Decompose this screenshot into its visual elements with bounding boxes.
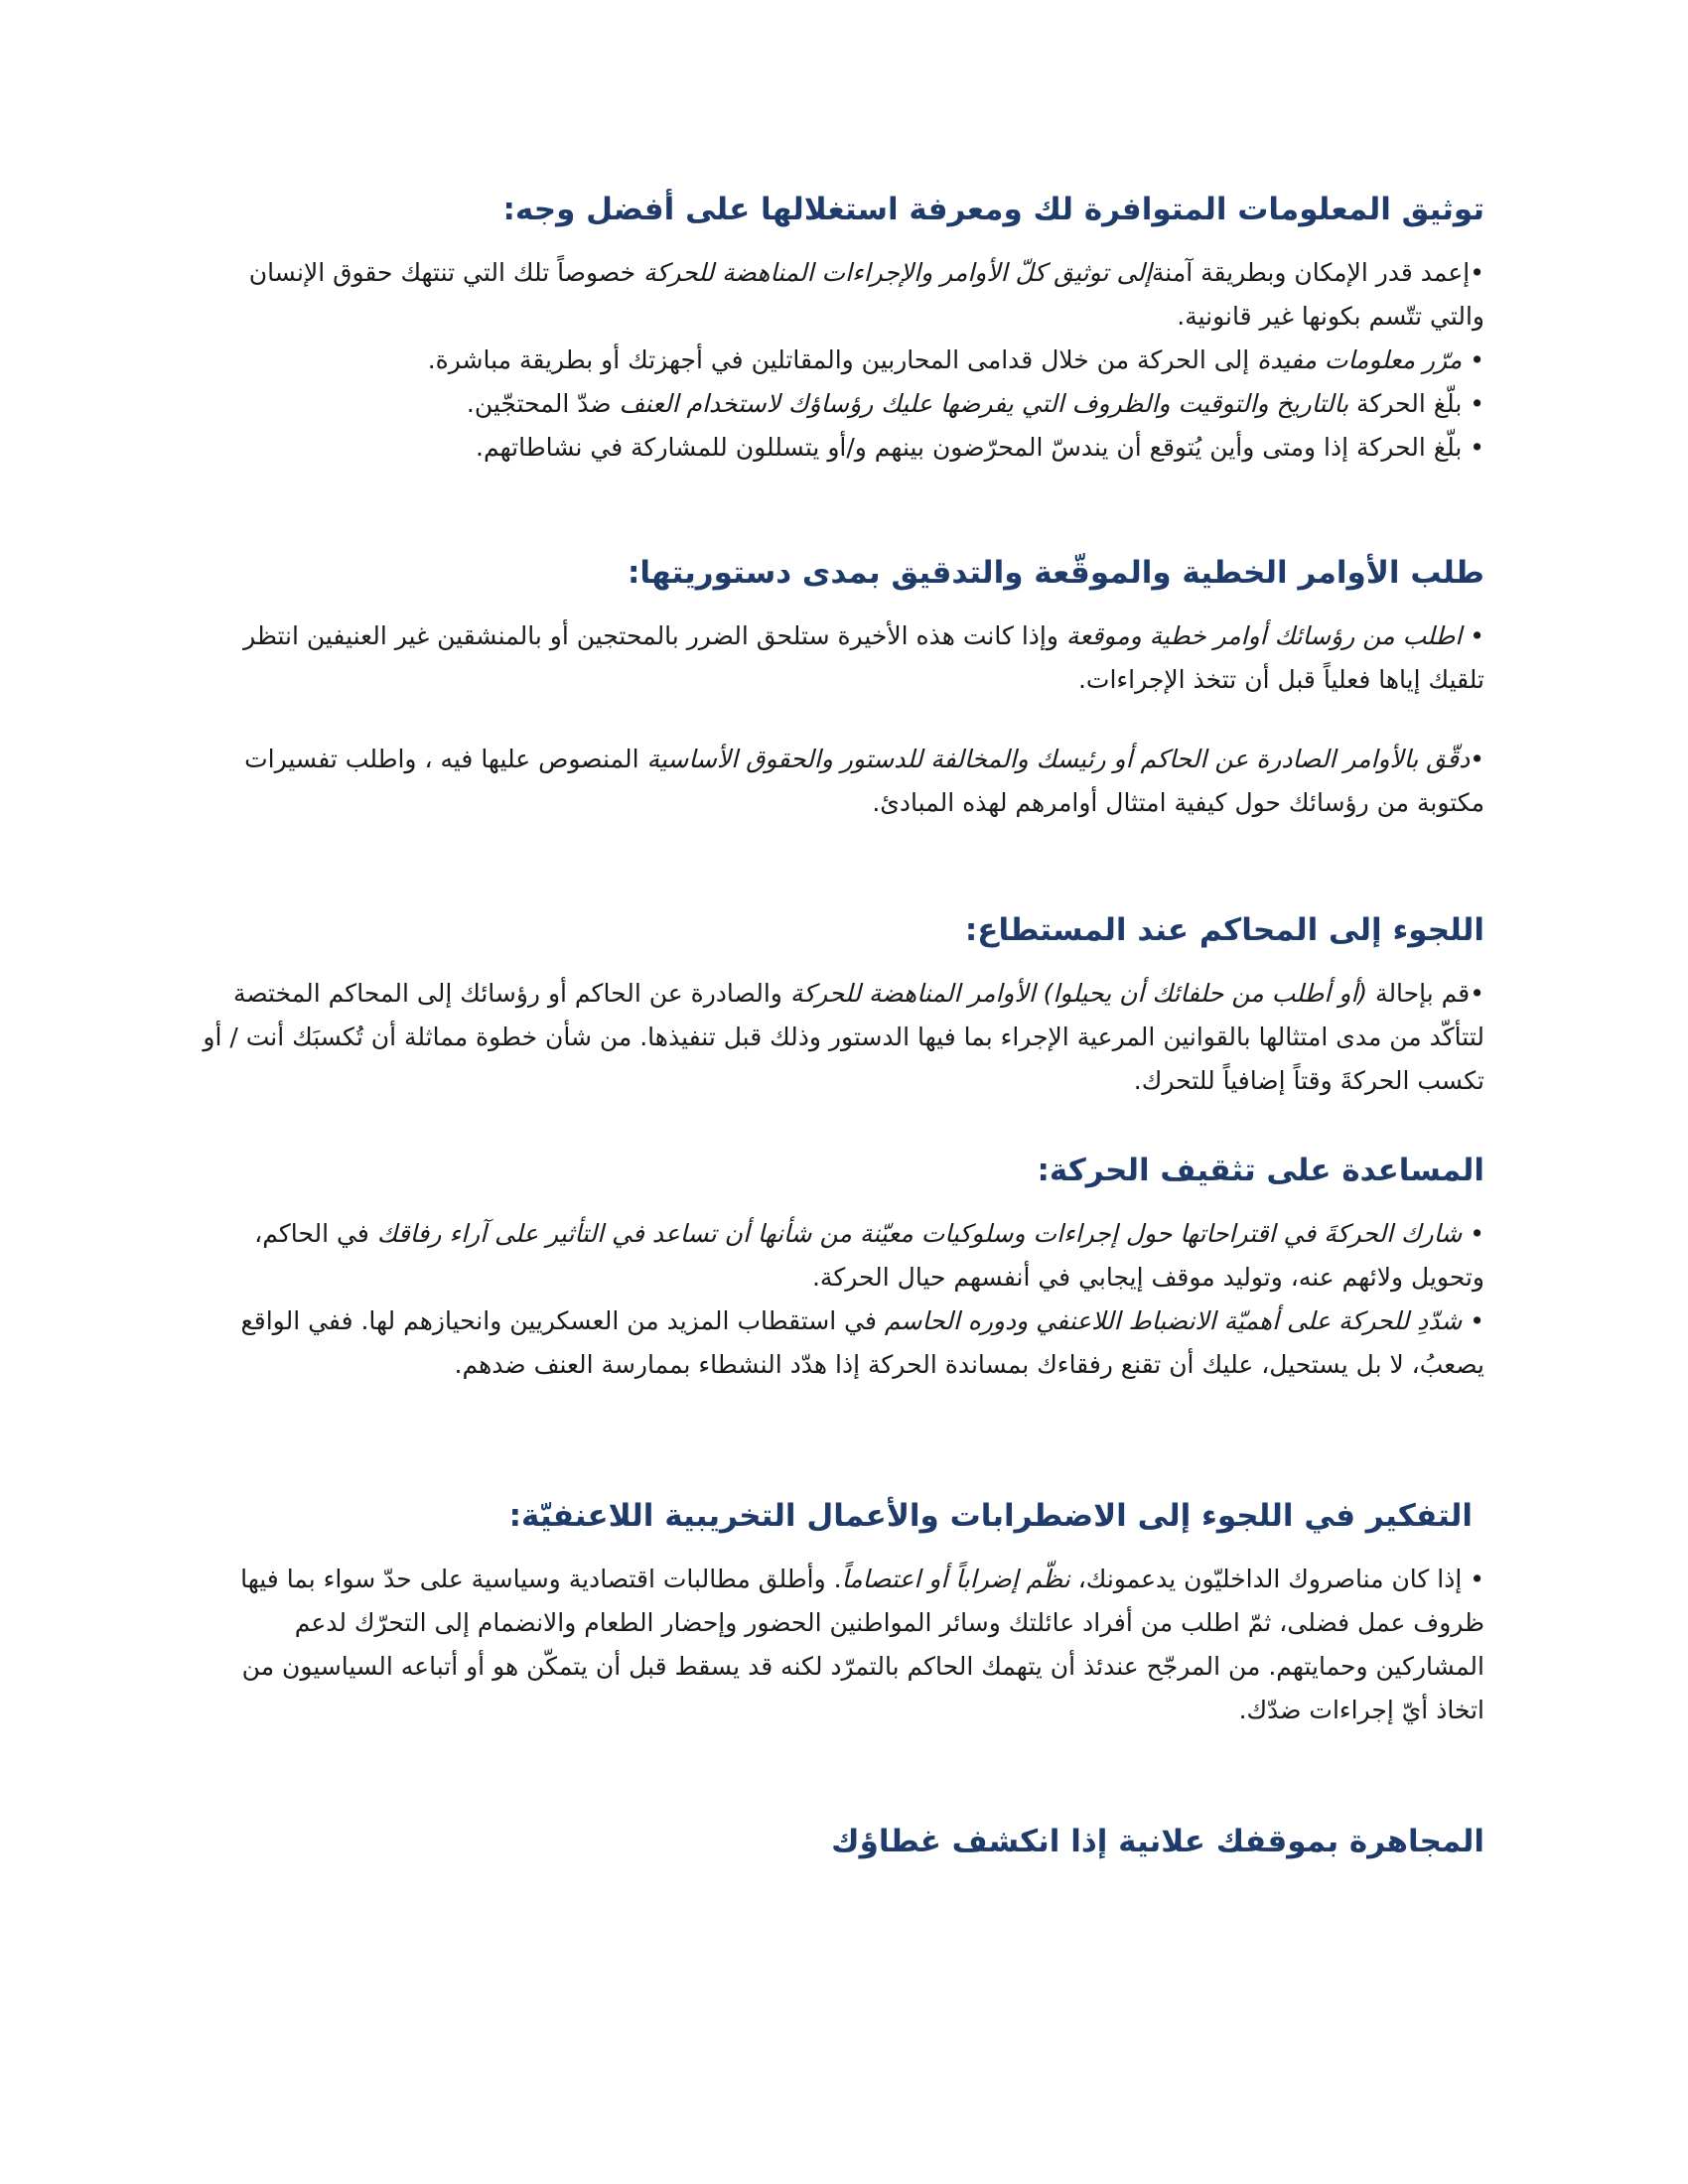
bullet-paragraph: • شدّدِ للحركة على أهميّة الانضباط اللاعنفي ودوره الحاسم في استقطاب المزيد من العسكريين وانحيازهم لها. ففي الواقع يصعبُ، لا بل يستحيل، عليك أن تقنع رفقاءك بمساندة الحركة إذا هدّد النشطاء بممارسة العنف ضدهم. bbox=[240, 1305, 1484, 1379]
bullet-mark: • bbox=[1470, 1218, 1484, 1248]
section-heading: توثيق المعلومات المتوافرة لك ومعرفة استغلالها على أفضل وجه: bbox=[502, 192, 1484, 227]
section-heading: المساعدة على تثقيف الحركة: bbox=[1037, 1153, 1484, 1188]
bullet-mark: • bbox=[1470, 1564, 1484, 1593]
bullet-paragraph: • مرّر معلومات مفيدة إلى الحركة من خلال قدامى المحاربين والمقاتلين في أجهزتك أو بطريقة مباشرة. bbox=[427, 344, 1484, 374]
section-documenting-info bbox=[194, 191, 1484, 470]
bullet-mark: • bbox=[1470, 744, 1484, 773]
bullet-mark: • bbox=[1470, 257, 1484, 287]
section-educating-movement bbox=[194, 1152, 1484, 1387]
bullet-mark: • bbox=[1470, 388, 1484, 418]
emphasis-text: اطلب من رؤسائك أوامر خطية وموقعة bbox=[1065, 620, 1463, 650]
section-heading: طلب الأوامر الخطية والموقّعة والتدقيق بمدى دستوريتها: bbox=[628, 555, 1484, 591]
emphasis-text: بالتاريخ والتوقيت والظروف التي يفرضها عليك رؤساؤك لاستخدام العنف bbox=[619, 388, 1349, 418]
bullet-paragraph: • إذا كان مناصروك الداخليّون يدعمونك، نظّم إضراباً أو اعتصاماً. وأطلق مطالبات اقتصادية وسياسية على حدّ سواء بما فيها ظروف عمل فضلى، ثمّ اطلب من أفراد عائلتك وسائر المواطنين الحضور وإحضار الطعام والانضمام إلى التحرّك لدعم المشاركين وحمايتهم. من المرجّح عندئذ أن يتهمك الحاكم بالتمرّد لكنه قد يسقط قبل أن يتمكّن هو أو أتباعه السياسيون من اتخاذ أيّ إجراءات ضدّك. bbox=[240, 1564, 1484, 1724]
section-heading: المجاهرة بموقفك علانية إذا انكشف غطاؤك bbox=[831, 1824, 1484, 1859]
emphasis-text: إلى توثيق كلّ الأوامر والإجراءات المناهضة للحركة bbox=[643, 257, 1152, 287]
emphasis-text: دقّق بالأوامر الصادرة عن الحاكم أو رئيسك والمخالفة للدستور والحقوق الأساسية bbox=[646, 744, 1471, 773]
section-courts bbox=[194, 911, 1484, 1103]
bullet-paragraph: • بلّغ الحركة إذا ومتى وأين يُتوقع أن يندسّ المحرّضون بينهم و/أو يتسللون للمشاركة في نشاطاتهم. bbox=[476, 432, 1484, 462]
section-nonviolent-disruption bbox=[194, 1497, 1484, 1732]
section-written-orders bbox=[194, 554, 1484, 825]
bullet-mark: • bbox=[1470, 978, 1484, 1008]
emphasis-text: نظّم إضراباً أو اعتصاماً bbox=[841, 1564, 1070, 1593]
bullet-mark: • bbox=[1470, 620, 1484, 650]
bullet-paragraph: • اطلب من رؤسائك أوامر خطية وموقعة وإذا كانت هذه الأخيرة ستلحق الضرر بالمحتجين أو بالمنشقين غير العنيفين انتظر تلقيك إياها فعلياً قبل أن تتخذ الإجراءات. bbox=[243, 620, 1484, 694]
bullet-paragraph: • بلّغ الحركة بالتاريخ والتوقيت والظروف التي يفرضها عليك رؤساؤك لاستخدام العنف ضدّ المحتجّين. bbox=[466, 388, 1484, 418]
bullet-paragraph: •دقّق بالأوامر الصادرة عن الحاكم أو رئيسك والمخالفة للدستور والحقوق الأساسية المنصوص عليها فيه ، واطلب تفسيرات مكتوبة من رؤسائك حول كيفية امتثال أوامرهم لهذه المبادئ. bbox=[244, 744, 1484, 817]
section-heading: التفكير في اللجوء إلى الاضطرابات والأعمال التخريبية اللاعنفيّة: bbox=[508, 1498, 1473, 1534]
bullet-paragraph: • شارك الحركةَ في اقتراحاتها حول إجراءات وسلوكيات معيّنة من شأنها أن تساعد في التأثير على آراء رفاقك في الحاكم، وتحويل ولائهم عنه، وتوليد موقف إيجابي في أنفسهم حيال الحركة. bbox=[254, 1218, 1484, 1292]
bullet-paragraph: •قم بإحالة (أو أطلب من حلفائك أن يحيلوا) الأوامر المناهضة للحركة والصادرة عن الحاكم أو رؤسائك إلى المحاكم المختصة لتتأكّد من مدى امتثالها بالقوانين المرعية الإجراء بما فيها الدستور وذلك قبل تنفيذها. من شأن خطوة مماثلة أن تُكسبَك أنت / أو تكسب الحركةَ وقتاً إضافياً للتحرك. bbox=[203, 978, 1484, 1095]
bullet-paragraph: •إعمد قدر الإمكان وبطريقة آمنةإلى توثيق كلّ الأوامر والإجراءات المناهضة للحركة خصوصاً تلك التي تنتهك حقوق الإنسان والتي تتّسم بكونها غير قانونية. bbox=[248, 257, 1484, 331]
bullet-mark: • bbox=[1470, 344, 1484, 374]
bullet-mark: • bbox=[1470, 1305, 1484, 1335]
emphasis-text: (أو أطلب من حلفائك أن يحيلوا) الأوامر المناهضة للحركة bbox=[789, 978, 1368, 1008]
bullet-mark: • bbox=[1470, 432, 1484, 462]
emphasis-text: مرّر معلومات مفيدة bbox=[1257, 344, 1463, 374]
emphasis-text: شارك الحركةَ في اقتراحاتها حول إجراءات وسلوكيات معيّنة من شأنها أن تساعد في التأثير على آراء رفاقك bbox=[376, 1218, 1463, 1248]
section-heading: اللجوء إلى المحاكم عند المستطاع: bbox=[964, 912, 1484, 948]
emphasis-text: شدّدِ للحركة على أهميّة الانضباط اللاعنفي ودوره الحاسم bbox=[884, 1305, 1463, 1335]
section-public-stance bbox=[194, 1823, 1484, 1883]
